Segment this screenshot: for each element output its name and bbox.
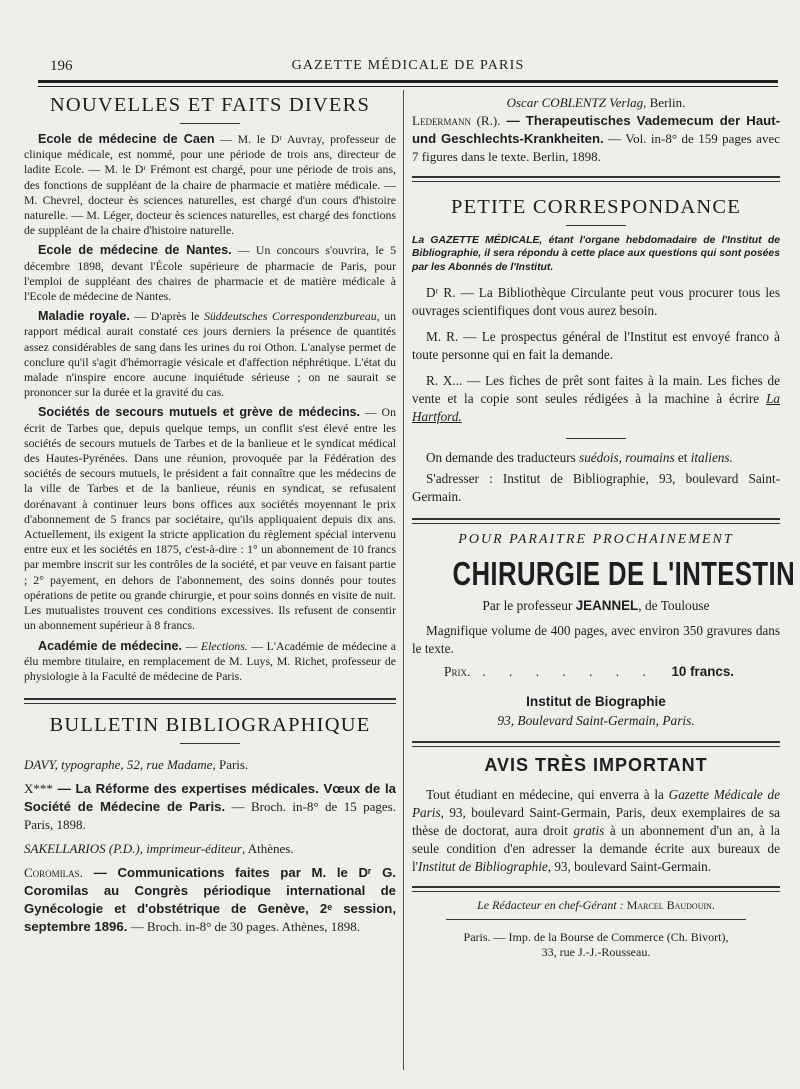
bibliography-list — [24, 756, 396, 936]
avis-text — [412, 786, 780, 876]
bulletin-title: BULLETIN BIBLIOGRAPHIQUE — [49, 714, 371, 737]
byline-author: JEANNEL — [575, 598, 639, 614]
translators-address: S'adresser : Institut de Bibliographie, 93, boulevard Saint-Germain. — [412, 471, 780, 505]
page-header — [38, 56, 778, 78]
redacteur-name: Marcel Baudouin. — [623, 898, 715, 913]
biblio-author: Coromilas. — [24, 865, 83, 881]
news-item-academie — [24, 639, 396, 685]
title-rule — [180, 123, 240, 124]
footer-rule — [446, 919, 746, 920]
news-lead: Sociétés de secours mutuels et grève de médecins. — [38, 405, 361, 420]
header-rule-thin — [38, 86, 778, 87]
price-label: Prix. — [444, 664, 471, 680]
biblio-publisher: DAVY — [24, 757, 55, 773]
page-number: 196 — [50, 58, 73, 74]
price-dots: . . . . . . . — [482, 664, 656, 680]
correspondance-item: M. R. — Le prospectus général de l'Institut est envoyé franco à toute personne qui en fait la demande. — [412, 329, 780, 363]
byline-text: Par le professeur — [482, 598, 576, 614]
avis-text-part: , 93, boulevard Saint-Germain, Paris, deux exemplaires de sa thèse de doctorat, aura droit — [412, 805, 780, 839]
printer-info — [412, 930, 780, 960]
biblio-author: Ledermann (R.). — [412, 113, 501, 128]
announcement-header: POUR PARAITRE PROCHAINEMENT — [458, 532, 734, 548]
news-text: — M. le Dʳ Auvray, professeur de clinique médicale, est nommé, pour une période de trois ans, directeur de ladite Ecole. — M. le Dʳ Frémont est chargé, pour une période de trois ans, des fonctions de suppléant de la chaire de pharmacie et matière médicale. — M. Chevrel, docteur ès sciences naturelles, est chargé d'un cours d'histoire naturelle. — M. Léger, docteur ès sciences naturelles, est chargé des fonctions de suppléant de la chaire d'histoire naturelle. — [24, 132, 396, 238]
price-value: 10 francs. — [671, 664, 734, 680]
correspondance-title: PETITE CORRESPONDANCE — [450, 196, 741, 218]
biblio-text: , Athènes. — [241, 841, 294, 857]
news-item-societes — [24, 405, 396, 633]
announcement-byline — [412, 598, 780, 614]
news-text: , un rapport médical aurait constaté ces jours derniers la présence de quantités assez considérables de sang dans les urines du roi Othon. L'analyse permet de conclure qu'il s'agit d'hémorragie vésicale et d'affection néphrétique. L'état du malade n'inspire encore aucune inquiétude sérieuse ; on ne saurait se prononcer sur la durée et la gravité du cas. — [24, 309, 396, 400]
biblio-entry — [24, 780, 396, 834]
biblio-publisher: SAKELLARIOS (P.D.) — [24, 841, 140, 857]
note-text: On demande des traducteurs — [426, 450, 580, 466]
note-text: et — [674, 450, 691, 466]
redacteur-line — [412, 898, 780, 913]
news-item-caen — [24, 132, 396, 238]
announcement-description: Magnifique volume de 400 pages, avec environ 350 gravures dans le texte. — [412, 623, 780, 657]
printer-address: 33, rue J.-J.-Rousseau. — [541, 945, 651, 960]
printer-line: Paris. — Imp. de la Bourse de Commerce (Ch. Bivort), — [463, 930, 729, 945]
news-text: — D'après le — [129, 309, 204, 324]
biblio-details: — Vol. in-8° de 159 pages avec 7 figures dans le texte. Berlin, 1898. — [412, 131, 780, 164]
correspondance-intro: La GAZETTE MÉDICALE, étant l'organe hebdomadaire de l'Institut de Bibliographie, il sera répondu à cette place aux questions qui sont posées par les Abonnés de l'Institut. — [412, 235, 780, 273]
header-rule — [38, 80, 778, 83]
news-text: — — [182, 638, 201, 653]
biblio-author: X*** — [24, 781, 53, 797]
news-lead: Maladie royale. — [38, 309, 130, 324]
news-item-nantes — [24, 243, 396, 304]
nouvelles-title: NOUVELLES ET FAITS DIVERS — [49, 94, 371, 116]
section-rule — [24, 698, 396, 704]
news-italic: Süddeutsches Correspondenzbureau — [203, 309, 377, 324]
section-rule — [412, 176, 780, 182]
title-rule — [180, 743, 240, 744]
news-text: — L'Académie de médecine a élu membre titulaire, en remplacement de M. Luys, M. Richet, professeur de physiologie à la Faculté de médecine de Paris. — [24, 638, 396, 683]
redacteur-label: Le Rédacteur en chef-Gérant : — [477, 898, 624, 913]
avis-italic: gratis — [573, 823, 605, 839]
biblio-text: , Paris. — [212, 757, 249, 773]
biblio-text: , typographe, 52, — [54, 757, 147, 773]
news-lead: Académie de médecine. — [38, 638, 182, 653]
byline-text: , de Toulouse — [638, 598, 710, 614]
news-italic: Elections. — [200, 638, 248, 653]
biblio-entry — [24, 840, 396, 858]
biblio-entry — [24, 864, 396, 936]
news-item-maladie — [24, 309, 396, 400]
note-italic: italiens. — [690, 450, 733, 466]
correspondance-item — [412, 372, 780, 426]
avis-text-part: à un abonnement d'un an, à la seule condition d'en adresser la demande écrite aux bureaux de l' — [412, 823, 780, 875]
news-lead: Ecole de médecine de Caen — [38, 132, 215, 146]
avis-italic: Institut de Bibliographie — [418, 859, 548, 875]
biblio-text: , imprimeur-éditeur — [139, 841, 242, 857]
institute-name: Institut de Biographie — [526, 694, 666, 710]
biblio-title: — La Réforme des expertises médicales. Vœux de la Société de Médecine de Paris. — [24, 781, 396, 815]
avis-title: AVIS TRÈS IMPORTANT — [484, 755, 708, 776]
news-lead: Ecole de médecine de Nantes. — [38, 243, 232, 258]
biblio-title: — Therapeutisches Vademecum der Haut-und Geschlechts-Krankheiten. — [412, 113, 780, 146]
note-text: , — [618, 450, 626, 466]
running-title: GAZETTE MÉDICALE DE PARIS — [291, 58, 525, 73]
news-text: — On écrit de Tarbes que, depuis quelque temps, un conflit s'est élevé entre les sociétés de secours mutuels de Tarbes et de la banlieue et le syndicat médical des Hautes-Pyrénées. Dans une réunion, provoquée par la Fédération des sociétés de secours mutuels, le président a fait connaître que les médecins de la ville de Tarbes et de la banlieue, réunis en syndicat, se refusaient dorénavant à continuer leurs bons offices aux sociétés moyennant le prix d'abonnement de 5 francs par sociétaire, qu'ils appliquaient depuis dix ans. Actuellement, ils exigent la stricte application du règlement spécial intervenu entre eux et les sociétés en 1875, c'est-à-dire : 1° un abonnement de 10 francs par membre inscrit sur les contrôles de la société, et par veuve en faisant partie ; 2° payement, en dehors de l'abonnement, des soins donnés pour toutes opérations de petite ou grande chirurgie, et pour soins donnés en visite de nuit. Les mutualistes trouvent ces conditions excessives. Ils refusent de consentir un abonnement supérieur à 8 francs. — [24, 405, 396, 633]
biblio-details: — Broch. in-8° de 30 pages. Athènes, 1898. — [127, 919, 361, 935]
correspondance-item: Dʳ R. — La Bibliothèque Circulante peut vous procurer tous les ouvrages scientifiques dont vous aurez besoin. — [412, 285, 780, 319]
biblio-text: rue Madame — [146, 757, 213, 773]
section-rule — [412, 886, 780, 892]
biblio-entry — [24, 756, 396, 774]
announcement-title: CHIRURGIE DE L'INTESTIN — [452, 555, 796, 593]
translators-note — [412, 449, 780, 467]
price-line — [444, 664, 780, 680]
note-italic: roumains — [625, 450, 675, 466]
correspondance-italic: La Hartford. — [412, 391, 780, 425]
correspondance-text: R. X... — Les fiches de prêt sont faites à la main. Les fiches de vente et la copie sont seules rédigées à la machine à écrire — [412, 373, 780, 407]
biblio-text: , Berlin. — [643, 95, 686, 110]
note-italic: suédois — [579, 450, 619, 466]
biblio-publisher: Oscar COBLENTZ Verlag — [506, 95, 644, 110]
section-rule — [412, 741, 780, 747]
biblio-details: — Broch. in-8° de 15 pages. Paris, 1898. — [24, 799, 396, 833]
left-column — [24, 94, 396, 936]
coblentz-entry — [412, 94, 780, 166]
title-rule — [566, 438, 626, 439]
institute-address: 93, Boulevard Saint-Germain, Paris. — [497, 713, 695, 729]
section-rule — [412, 518, 780, 524]
avis-text-part: Tout étudiant en médecine, qui enverra à la — [426, 787, 669, 803]
column-divider — [403, 90, 404, 1070]
avis-text-part: , 93, boulevard Saint-Germain. — [547, 859, 712, 875]
title-rule — [566, 225, 626, 226]
biblio-title: — Communications faites par M. le Dʳ G. Coromilas au Congrès périodique international de Gynécologie et d'obstétrique de Genève, 2ᵉ session, septembre 1896. — [24, 865, 396, 935]
right-column — [412, 94, 796, 960]
avis-italic: Gazette Médicale de Paris — [412, 787, 781, 821]
news-text: — Un concours s'ouvrira, le 5 décembre 1898, devant l'École supérieure de pharmacie de Paris, pour l'emploi de suppléant des chaires de pharmacie et de matière médicale à l'Ecole de médecine de Nantes. — [24, 243, 396, 304]
